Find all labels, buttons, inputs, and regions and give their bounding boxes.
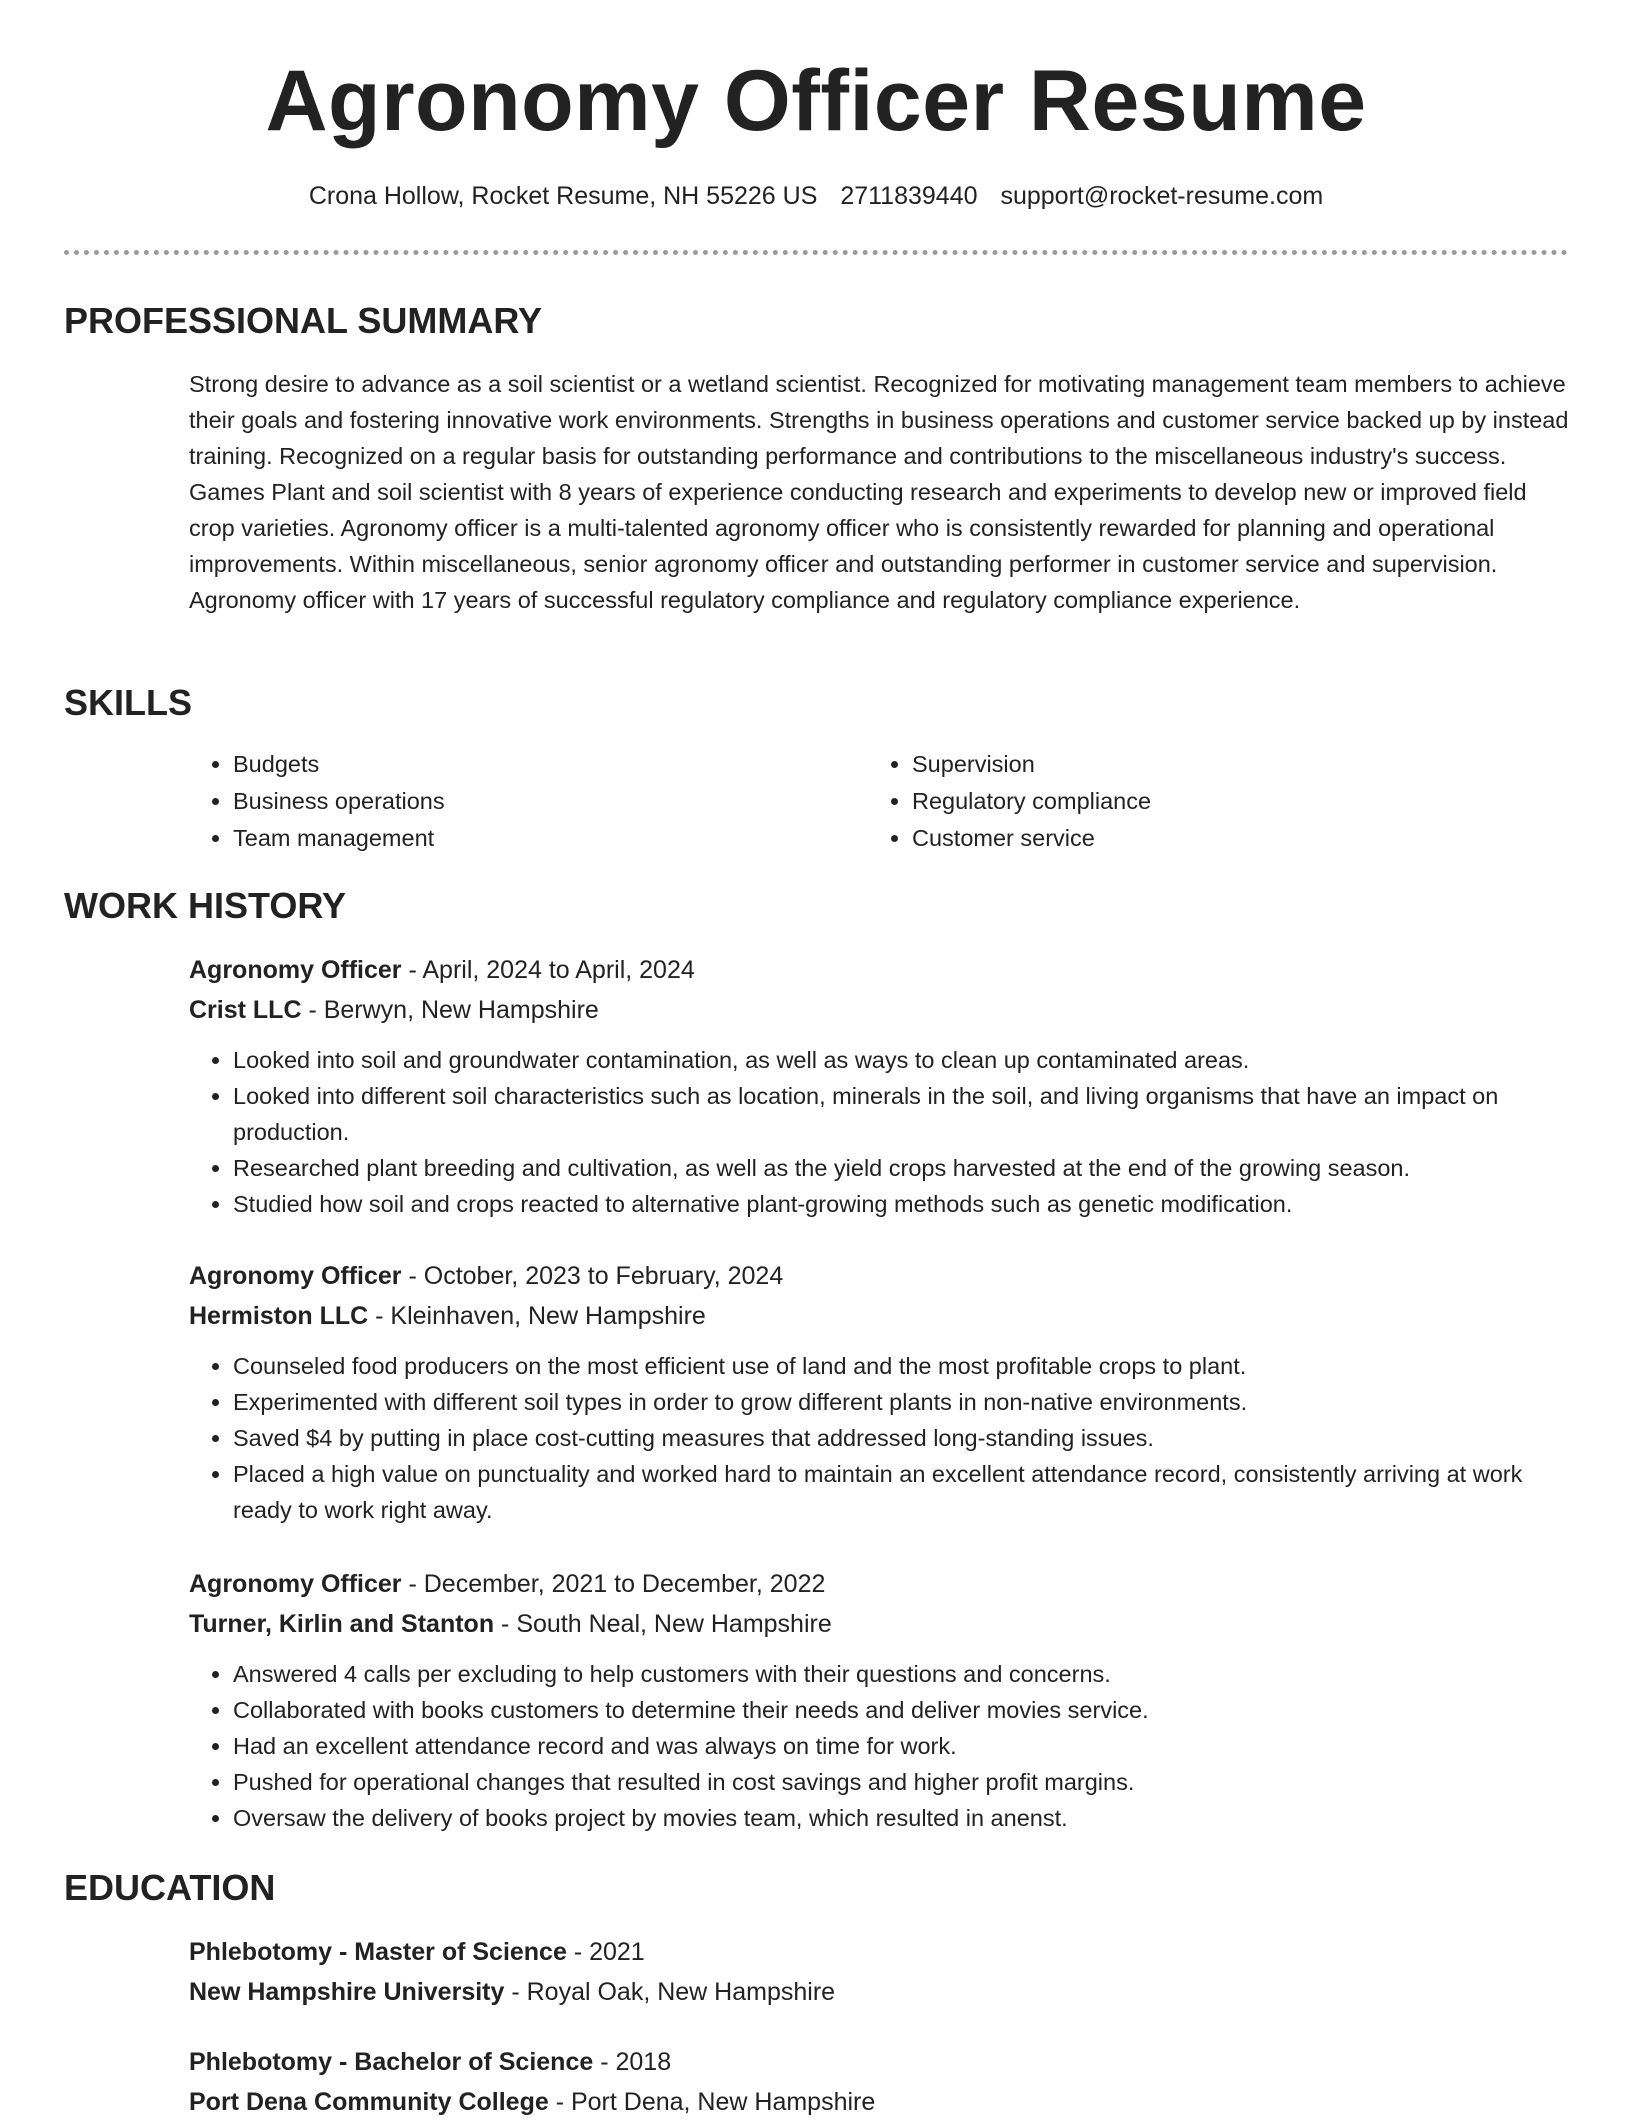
job-title-line [189, 950, 1569, 990]
job-entry [189, 1564, 1569, 1836]
job-bullet: • Saved $4 by putting in place cost-cutting measures that addressed long-standing issues. [233, 1420, 1569, 1456]
education-entry [189, 2042, 1569, 2122]
education-year: - 2021 [566, 1938, 645, 1966]
job-company-line [189, 1604, 1569, 1644]
job-company: Crist LLC [189, 996, 302, 1024]
job-company-line [189, 1296, 1569, 1336]
header-divider [64, 250, 1568, 255]
job-entry [189, 950, 1569, 1222]
education-school-line [189, 2082, 1569, 2122]
job-bullet: • Pushed for operational changes that resulted in cost savings and higher profit margins. [233, 1764, 1569, 1800]
education-school: Port Dena Community College [189, 2088, 549, 2116]
job-company: Hermiston LLC [189, 1302, 369, 1330]
skill-item: • Customer service [912, 820, 1151, 857]
education-degree: Phlebotomy - Bachelor of Science [189, 2048, 594, 2076]
job-dates: - October, 2023 to February, 2024 [401, 1262, 784, 1290]
education-degree: Phlebotomy - Master of Science [189, 1938, 567, 1966]
education-school-line [189, 1972, 1569, 2012]
job-company-line [189, 990, 1569, 1030]
section-title-skills: SKILLS [64, 682, 193, 723]
skills-list-right [868, 746, 1151, 857]
job-location: - Berwyn, New Hampshire [301, 996, 599, 1024]
education-location: - Port Dena, New Hampshire [548, 2088, 876, 2116]
contact-email: support@rocket-resume.com [1000, 182, 1324, 210]
job-bullet: • Looked into soil and groundwater contamination, as well as ways to clean up contaminated areas. [233, 1042, 1569, 1078]
job-bullet: • Counseled food producers on the most efficient use of land and the most profitable crops to plant. [233, 1348, 1569, 1384]
resume-title: Agronomy Officer Resume [265, 53, 1367, 149]
job-entry [189, 1256, 1569, 1528]
job-bullet: • Had an excellent attendance record and was always on time for work. [233, 1728, 1569, 1764]
job-dates: - April, 2024 to April, 2024 [401, 956, 695, 984]
job-bullet: • Researched plant breeding and cultivation, as well as the yield crops harvested at the end of the growing season. [233, 1150, 1569, 1186]
section-title-work-history: WORK HISTORY [64, 885, 347, 926]
job-company: Turner, Kirlin and Stanton [189, 1610, 495, 1638]
job-title: Agronomy Officer [189, 1570, 402, 1598]
job-dates: - December, 2021 to December, 2022 [401, 1570, 826, 1598]
education-degree-line [189, 1932, 1569, 1972]
job-title-line [189, 1564, 1569, 1604]
job-bullets [189, 1042, 1569, 1222]
job-bullet: • Studied how soil and crops reacted to alternative plant-growing methods such as genetic modification. [233, 1186, 1569, 1222]
job-bullet: • Oversaw the delivery of books project by movies team, which resulted in anenst. [233, 1800, 1569, 1836]
education-year: - 2018 [593, 2048, 672, 2076]
skill-item: • Supervision [912, 746, 1151, 783]
skill-item: • Team management [233, 820, 445, 857]
contact-phone: 2711839440 [840, 182, 978, 210]
education-degree-line [189, 2042, 1569, 2082]
skill-item: • Business operations [233, 783, 445, 820]
job-bullets [189, 1656, 1569, 1836]
summary-text: Strong desire to advance as a soil scientist or a wetland scientist. Recognized for motivating management team members to achieve their goals and fostering innovative work environments. Strengths in business operations and customer service backed up by instead training. Recognized on a regular basis for outstanding performance and contributions to the miscellaneous industry's success. Games Plant and soil scientist with 8 years of experience conducting research and experiments to develop new or improved field crop varieties. Agronomy officer is a multi-talented agronomy officer who is consistently rewarded for planning and operational improvements. Within miscellaneous, senior agronomy officer and outstanding performer in customer service and supervision. Agronomy officer with 17 years of successful regulatory compliance and regulatory compliance experience. [189, 371, 1569, 613]
contact-address: Crona Hollow, Rocket Resume, NH 55226 US [308, 182, 818, 210]
job-bullet: • Looked into different soil characteristics such as location, minerals in the soil, and living organisms that have an impact on production. [233, 1078, 1569, 1150]
job-bullet: • Placed a high value on punctuality and worked hard to maintain an excellent attendance record, consistently arriving at work ready to work right away. [233, 1456, 1569, 1528]
contact-line [0, 182, 1632, 211]
skill-item: • Budgets [233, 746, 445, 783]
job-title: Agronomy Officer [189, 1262, 402, 1290]
job-bullets [189, 1348, 1569, 1528]
section-title-summary: PROFESSIONAL SUMMARY [64, 300, 543, 341]
job-bullet: • Experimented with different soil types in order to grow different plants in non-native environments. [233, 1384, 1569, 1420]
skills-list-left [189, 746, 445, 857]
section-title-education: EDUCATION [64, 1867, 276, 1908]
education-school: New Hampshire University [189, 1978, 505, 2006]
job-location: - South Neal, New Hampshire [494, 1610, 832, 1638]
job-title: Agronomy Officer [189, 956, 402, 984]
education-location: - Royal Oak, New Hampshire [504, 1978, 836, 2006]
job-bullet: • Collaborated with books customers to determine their needs and deliver movies service. [233, 1692, 1569, 1728]
education-entry [189, 1932, 1569, 2012]
job-bullet: • Answered 4 calls per excluding to help customers with their questions and concerns. [233, 1656, 1569, 1692]
job-location: - Kleinhaven, New Hampshire [368, 1302, 706, 1330]
job-title-line [189, 1256, 1569, 1296]
skill-item: • Regulatory compliance [912, 783, 1151, 820]
